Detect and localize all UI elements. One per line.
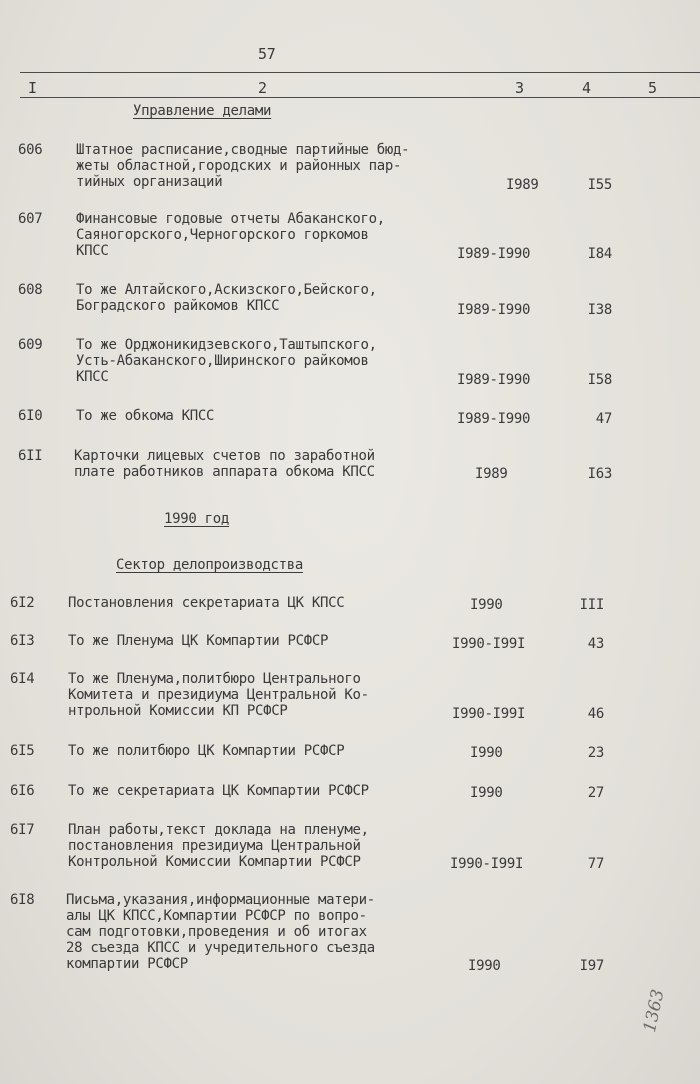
row-number: 6I6 [10,783,35,799]
row-year: I989 [475,466,508,482]
row-count: I84 [587,246,612,262]
row-year: I990-I99I [450,856,524,872]
row-year: I990-I99I [452,706,526,722]
row-year: I990 [470,785,503,801]
row-year: I989-I990 [457,302,531,318]
header-rule-bottom [20,97,700,98]
row-count: I55 [587,177,612,193]
section-title: Сектор делопроизводства [116,557,303,573]
row-description: То же Пленума,политбюро Центрального Комитета и президиума Центральной Ко- нтрольной Комиссии КП РСФСР [68,671,369,719]
row-description: Письма,указания,информационные матери- алы ЦК КПСС,Компартии РСФСР по вопро- сам подготовки,проведения и об итогах 28 съезда КПСС и учредительного съезда компартии РСФСР [66,892,375,972]
row-count: 27 [587,785,604,801]
row-number: 6I3 [10,633,35,649]
page-number: 57 [258,45,276,63]
row-year: I989-I990 [457,246,531,262]
row-count: III [579,597,604,613]
column-header-3: 3 [515,79,524,97]
row-number: 6I5 [10,743,35,759]
row-year: I990 [470,597,503,613]
row-description: То же Орджоникидзевского,Таштыпского, Усть-Абаканского,Ширинского райкомов КПСС [76,337,377,385]
row-description: То же секретариата ЦК Компартии РСФСР [68,783,369,799]
header-rule-top [20,72,700,73]
row-count: 23 [587,745,604,761]
row-number: 6I7 [10,822,35,838]
row-year: I990 [468,958,501,974]
row-count: 46 [587,706,604,722]
row-description: То же Пленума ЦК Компартии РСФСР [68,633,329,649]
row-number: 608 [18,282,43,298]
row-description: Постановления секретариата ЦК КПСС [68,595,345,611]
row-year: I989-I990 [457,411,531,427]
column-header-4: 4 [582,79,591,97]
row-description: Штатное расписание,сводные партийные бюд- жеты областной,городских и районных пар- тийных организаций [76,142,410,190]
section-title: Управление делами [133,103,272,119]
column-header-5: 5 [648,79,657,97]
row-description: То же обкома КПСС [76,408,215,424]
row-number: 6I0 [18,408,43,424]
row-description: То же политбюро ЦК Компартии РСФСР [68,743,345,759]
row-count: 43 [587,636,604,652]
section-title: 1990 год [164,511,230,527]
row-number: 6I2 [10,595,35,611]
row-number: 6I8 [10,892,35,908]
row-year: I990 [470,745,503,761]
row-count: I63 [587,466,612,482]
handwritten-note: 1363 [640,987,669,1035]
row-year: I989-I990 [457,372,531,388]
row-year: I989 [506,177,539,193]
column-header-1: I [28,79,37,97]
row-count: I97 [579,958,604,974]
row-count: 77 [587,856,604,872]
row-count: 47 [595,411,612,427]
row-number: 606 [18,142,43,158]
row-count: I38 [587,302,612,318]
column-header-2: 2 [258,79,267,97]
row-count: I58 [587,372,612,388]
row-description: Финансовые годовые отчеты Абаканского, Саяногорского,Черногорского горкомов КПСС [76,211,385,259]
row-number: 6II [18,448,43,464]
row-description: То же Алтайского,Аскизского,Бейского, Боградского райкомов КПСС [76,282,377,314]
row-year: I990-I99I [452,636,526,652]
row-number: 607 [18,211,43,227]
row-number: 6I4 [10,671,35,687]
row-description: План работы,текст доклада на пленуме, постановления президиума Центральной Контрольной Комиссии Компартии РСФСР [68,822,369,870]
row-number: 609 [18,337,43,353]
row-description: Карточки лицевых счетов по заработной плате работников аппарата обкома КПСС [74,448,375,480]
